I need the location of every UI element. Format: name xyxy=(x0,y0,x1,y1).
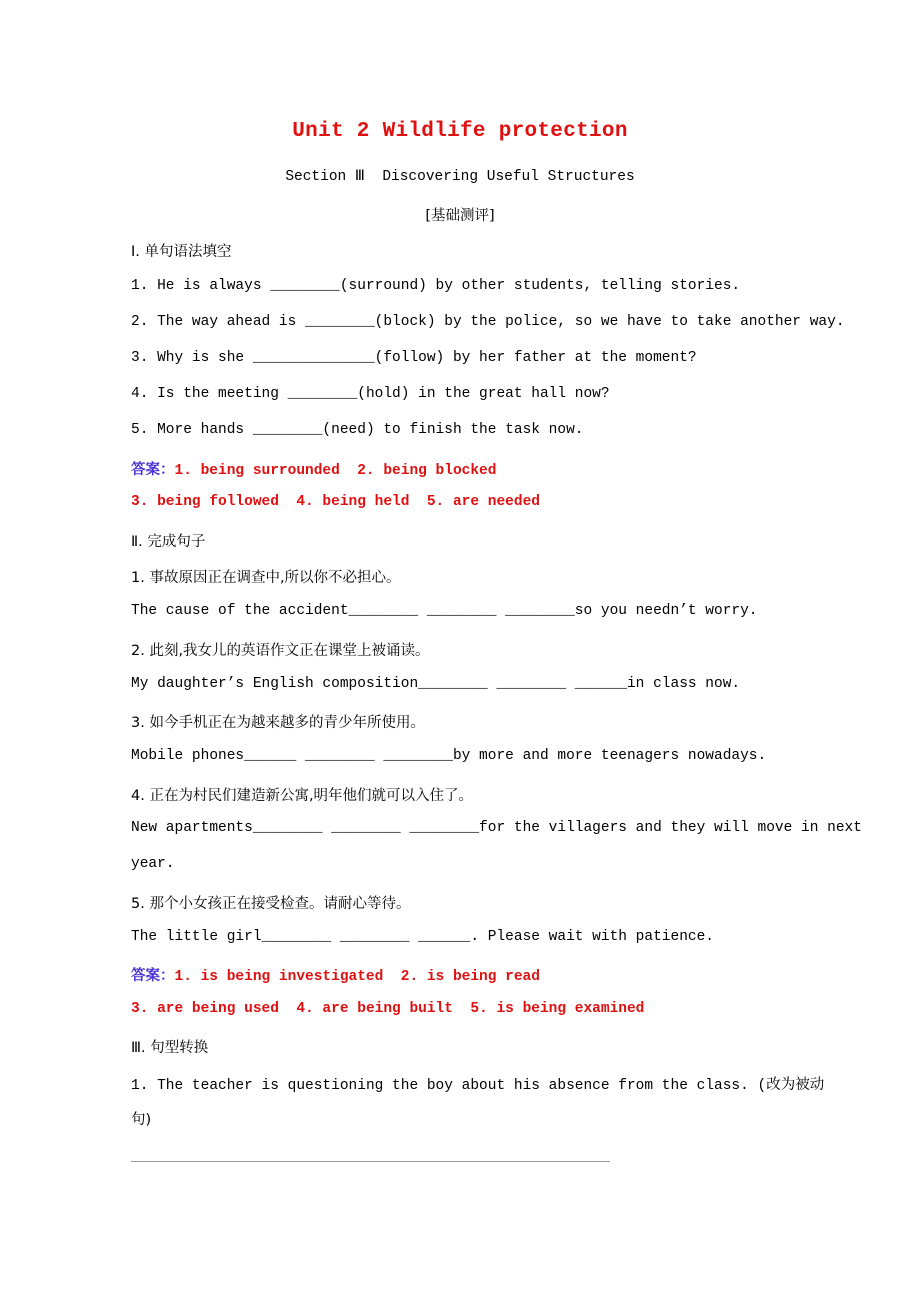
part3-item-1: 1. The teacher is questioning the boy about his absence from the class. (改为被动 xyxy=(131,1078,825,1094)
section-title: Section Ⅲ Discovering Useful Structures xyxy=(285,169,635,185)
answer-label: 答案： xyxy=(131,968,175,984)
answer-label: 答案： xyxy=(131,462,175,478)
part2-item-3-cn: 3. 如今手机正在为越来越多的青少年所使用。 xyxy=(131,715,425,731)
part1-answer-row-1 xyxy=(131,458,796,479)
part2-item-4-en-cont: year. xyxy=(131,856,175,872)
answer-blank-line xyxy=(131,1161,610,1162)
part1-answer-2: 3. being followed 4. being held 5. are needed xyxy=(131,494,540,510)
part1-item-5: 5. More hands ________(need) to finish the task now. xyxy=(131,422,584,438)
part3-item-1-cont: 句) xyxy=(131,1112,152,1128)
part2-answer-2: 3. are being used 4. are being built 5. is being examined xyxy=(131,1001,645,1017)
part1-item-4: 4. Is the meeting ________(hold) in the great hall now? xyxy=(131,386,610,402)
part2-item-1-en: The cause of the accident________ ________ ________so you needn’t worry. xyxy=(131,603,758,619)
part2-item-1-cn: 1. 事故原因正在调查中,所以你不必担心。 xyxy=(131,570,401,586)
part3-heading: Ⅲ. 句型转换 xyxy=(131,1040,209,1056)
part1-answer-1: 1. being surrounded 2. being blocked xyxy=(174,463,497,479)
part2-answer-1: 1. is being investigated 2. is being read xyxy=(174,969,540,985)
part1-heading: Ⅰ. 单句语法填空 xyxy=(131,244,232,260)
page-title: Unit 2 Wildlife protection xyxy=(292,120,628,143)
part2-item-3-en: Mobile phones______ ________ ________by more and more teenagers nowadays. xyxy=(131,748,767,764)
part2-item-2-en: My daughter’s English composition________ ________ ______in class now. xyxy=(131,676,741,692)
part1-item-3: 3. Why is she ______________(follow) by her father at the moment? xyxy=(131,350,697,366)
part2-item-2-cn: 2. 此刻,我女儿的英语作文正在课堂上被诵读。 xyxy=(131,643,430,659)
section-tag: [基础测评] xyxy=(425,208,495,224)
part2-item-5-cn: 5. 那个小女孩正在接受检查。请耐心等待。 xyxy=(131,896,411,912)
part2-item-4-cn: 4. 正在为村民们建造新公寓,明年他们就可以入住了。 xyxy=(131,788,474,804)
part2-heading: Ⅱ. 完成句子 xyxy=(131,534,206,550)
part2-item-5-en: The little girl________ ________ ______. Please wait with patience. xyxy=(131,929,714,945)
part2-item-4-en: New apartments________ ________ ________for the villagers and they will move in next xyxy=(131,820,862,836)
part1-item-1: 1. He is always ________(surround) by other students, telling stories. xyxy=(131,278,741,294)
part2-answer-row-1 xyxy=(131,964,796,985)
part1-item-2: 2. The way ahead is ________(block) by the police, so we have to take another way. xyxy=(131,314,845,330)
